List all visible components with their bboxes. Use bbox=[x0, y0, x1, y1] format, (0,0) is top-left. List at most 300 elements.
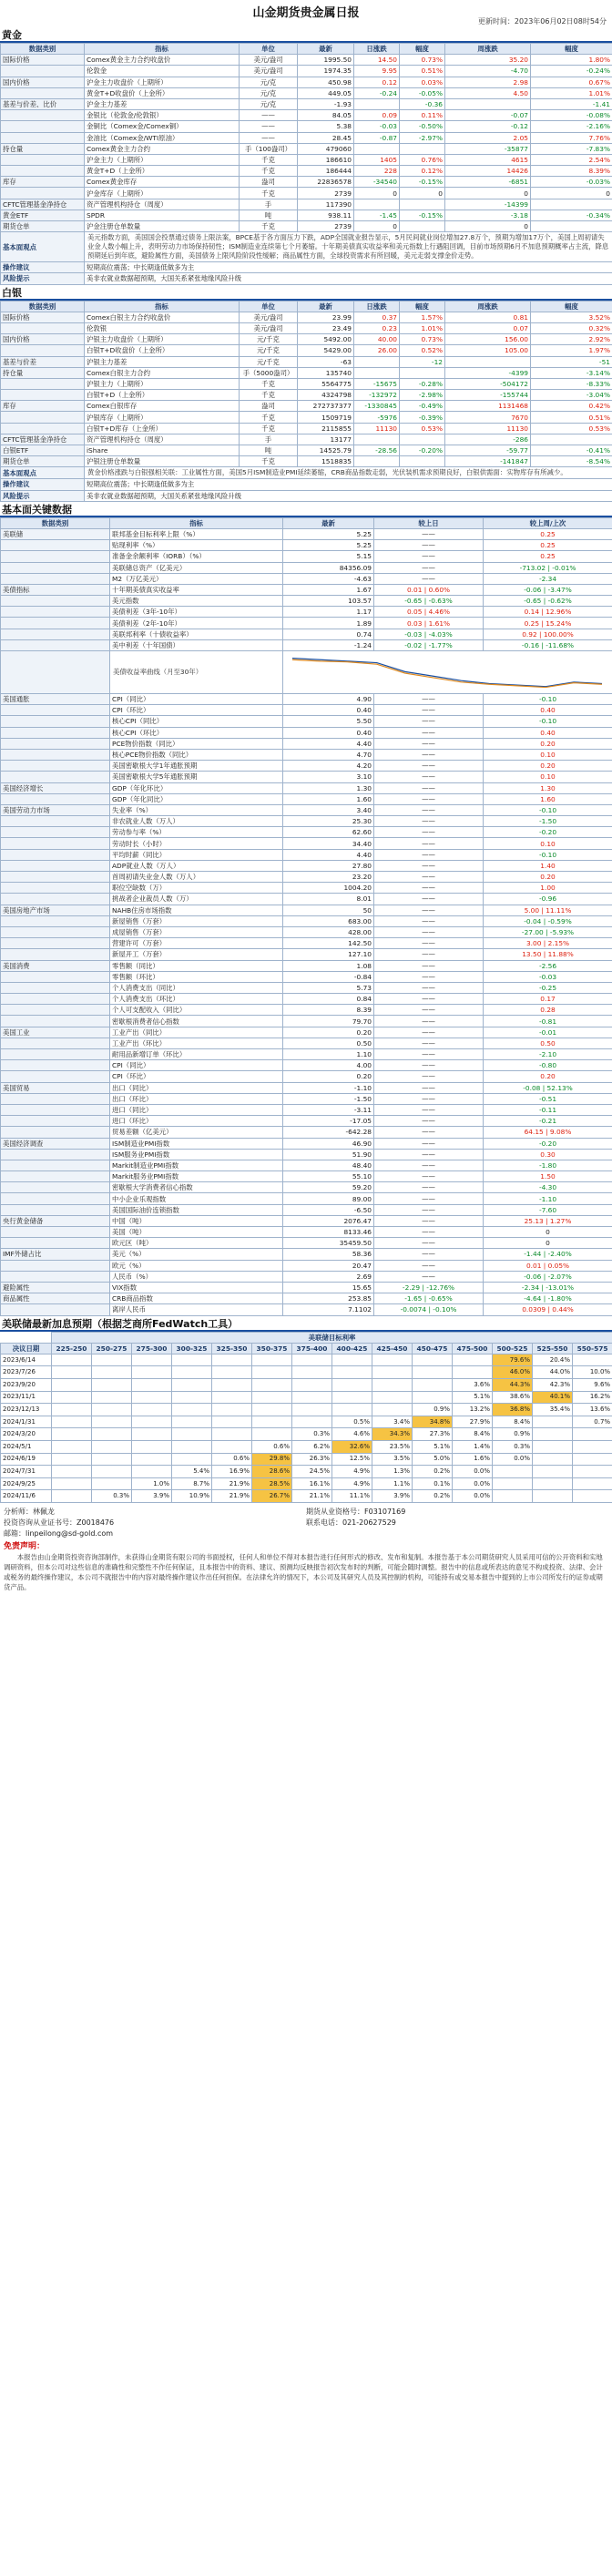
probability-cell bbox=[52, 1490, 92, 1503]
row-category: 国内价格 bbox=[1, 77, 85, 87]
cell: 美国密歇根大学5年通胀预期 bbox=[110, 772, 283, 782]
probability-cell: 3.9% bbox=[132, 1490, 172, 1503]
cell: -0.34% bbox=[531, 210, 612, 220]
cell: 0.40 bbox=[283, 705, 374, 716]
analyst: 分析师：林佩龙 bbox=[4, 1508, 55, 1516]
probability-cell bbox=[332, 1354, 372, 1366]
cell: —— bbox=[374, 782, 484, 793]
cell: 1.01% bbox=[531, 87, 612, 98]
cell: —— bbox=[374, 772, 484, 782]
table-row bbox=[1, 971, 612, 982]
cell: -0.08 | 52.13% bbox=[484, 1082, 612, 1093]
cell: -2.10 bbox=[484, 1049, 612, 1060]
cell: -504172 bbox=[445, 378, 531, 389]
table-row bbox=[1, 1441, 612, 1454]
probability-cell bbox=[212, 1379, 252, 1392]
cell: 2115855 bbox=[298, 423, 354, 434]
cell: CPI（环比） bbox=[110, 1071, 283, 1082]
cell: 失业率（%） bbox=[110, 804, 283, 815]
probability-cell: 13.6% bbox=[573, 1404, 612, 1416]
report-header bbox=[0, 0, 612, 27]
cell: —— bbox=[374, 562, 484, 573]
probability-cell: 3.4% bbox=[372, 1416, 413, 1428]
table-row bbox=[1, 1005, 612, 1016]
cell: M2（万亿美元） bbox=[110, 573, 283, 584]
cell: —— bbox=[374, 694, 484, 705]
cell: 0 bbox=[400, 188, 445, 199]
row-category bbox=[1, 1116, 110, 1127]
probability-cell: 0.7% bbox=[573, 1416, 612, 1428]
cell: 46.90 bbox=[283, 1138, 374, 1149]
row-category bbox=[1, 949, 110, 960]
update-time: 更新时间：2023年06月02日08时54分 bbox=[477, 17, 607, 26]
cell: 1.17 bbox=[283, 607, 374, 618]
cell: VIX指数 bbox=[110, 1282, 283, 1293]
cell bbox=[354, 356, 400, 367]
row-category bbox=[1, 188, 85, 199]
cell: —— bbox=[374, 1171, 484, 1182]
cell: -0.81 bbox=[484, 1016, 612, 1027]
table-row bbox=[1, 1038, 612, 1048]
cell: Comex黄金主力合约收盘价 bbox=[85, 55, 240, 66]
cell: -0.87 bbox=[354, 132, 400, 143]
cell: 1.30 bbox=[283, 782, 374, 793]
cell: 美元/盎司 bbox=[240, 312, 298, 322]
cell: 0 bbox=[445, 221, 531, 232]
probability-cell: 0.2% bbox=[413, 1490, 453, 1503]
macro-header-row bbox=[1, 517, 612, 528]
probability-cell: 46.0% bbox=[493, 1366, 533, 1379]
row-category bbox=[1, 1227, 110, 1238]
cell: Markit服务业PMI指数 bbox=[110, 1171, 283, 1182]
probability-cell: 1.0% bbox=[132, 1477, 172, 1490]
cell: 进口（环比） bbox=[110, 1116, 283, 1127]
silver-table bbox=[0, 301, 612, 502]
row-category bbox=[1, 1049, 110, 1060]
cell: 准备金余额利率（IORB）（%） bbox=[110, 551, 283, 562]
cell bbox=[400, 199, 445, 210]
cell: -1.10 bbox=[484, 1193, 612, 1204]
table-row bbox=[1, 143, 612, 154]
cell: -6.50 bbox=[283, 1204, 374, 1215]
cell: 1.10 bbox=[283, 1049, 374, 1060]
cell: —— bbox=[374, 738, 484, 749]
probability-cell: 26.7% bbox=[252, 1490, 292, 1503]
meeting-date: 2023/7/26 bbox=[1, 1366, 52, 1379]
table-row bbox=[1, 322, 612, 333]
table-row bbox=[1, 367, 612, 378]
table-row bbox=[1, 1204, 612, 1215]
row-category: 美国房地产市场 bbox=[1, 905, 110, 915]
probability-cell bbox=[573, 1490, 612, 1503]
cell: 1974.35 bbox=[298, 66, 354, 77]
cell: 欧元区（吨） bbox=[110, 1238, 283, 1249]
table-row bbox=[1, 312, 612, 322]
cell: 4.00 bbox=[283, 1060, 374, 1071]
cell: 428.00 bbox=[283, 926, 374, 937]
cell: Comex黄金库存 bbox=[85, 177, 240, 188]
cell: 14525.79 bbox=[298, 445, 354, 456]
cell: —— bbox=[374, 793, 484, 804]
cell: -0.03% bbox=[531, 177, 612, 188]
cell: 4324798 bbox=[298, 390, 354, 401]
cell: 0.01 | 0.60% bbox=[374, 584, 484, 595]
probability-cell bbox=[573, 1354, 612, 1366]
cell: 0.25 bbox=[484, 551, 612, 562]
meeting-date: 2024/7/31 bbox=[1, 1466, 52, 1478]
fed-sub-row bbox=[1, 1332, 612, 1343]
cell bbox=[400, 434, 445, 445]
table-row bbox=[1, 1127, 612, 1138]
row-category: 美联储 bbox=[1, 528, 110, 539]
probability-cell bbox=[52, 1354, 92, 1366]
cell: 35.20 bbox=[445, 55, 531, 66]
cell: -1.65 | -0.65% bbox=[374, 1293, 484, 1304]
probability-cell: 9.6% bbox=[573, 1379, 612, 1392]
table-row bbox=[1, 456, 612, 467]
cell: -0.03 bbox=[484, 971, 612, 982]
row-category: 美国贸易 bbox=[1, 1082, 110, 1093]
cell: -2.97% bbox=[400, 132, 445, 143]
cell: 出口（环比） bbox=[110, 1093, 283, 1104]
disclaimer-title: 免责声明： bbox=[4, 1542, 46, 1551]
gold-col-4: 日涨跌 bbox=[354, 44, 400, 55]
cell: -59.77 bbox=[445, 445, 531, 456]
row-category bbox=[1, 772, 110, 782]
row-category bbox=[1, 749, 110, 760]
cell: 非农就业人数（万人） bbox=[110, 816, 283, 827]
probability-cell: 0.9% bbox=[413, 1404, 453, 1416]
cell: GDP（年化同比） bbox=[110, 793, 283, 804]
cell: 元/千克 bbox=[240, 334, 298, 345]
table-row bbox=[1, 827, 612, 838]
probability-cell bbox=[92, 1366, 132, 1379]
probability-cell: 4.6% bbox=[332, 1428, 372, 1441]
probability-cell: 24.5% bbox=[292, 1466, 332, 1478]
cell: 0.09 bbox=[354, 110, 400, 121]
cell: 14.50 bbox=[354, 55, 400, 66]
cell: -4.30 bbox=[484, 1182, 612, 1193]
probability-cell: 10.9% bbox=[172, 1490, 212, 1503]
row-category: 持仓量 bbox=[1, 367, 85, 378]
cell: CPI（环比） bbox=[110, 705, 283, 716]
probability-cell: 0.0% bbox=[453, 1477, 493, 1490]
cell: -1.44 | -2.40% bbox=[484, 1249, 612, 1260]
table-row bbox=[1, 55, 612, 66]
row-category bbox=[1, 1071, 110, 1082]
gold-col-3: 最新 bbox=[298, 44, 354, 55]
cell: -0.20% bbox=[400, 445, 445, 456]
yield-curve-row bbox=[1, 651, 612, 694]
cell: —— bbox=[374, 1138, 484, 1149]
cell: 0.74 bbox=[283, 629, 374, 639]
cell: 1.80% bbox=[531, 55, 612, 66]
cell: 美元/盎司 bbox=[240, 322, 298, 333]
cell: 核心CPI（环比） bbox=[110, 727, 283, 738]
cell bbox=[354, 367, 400, 378]
meeting-date: 2024/3/20 bbox=[1, 1428, 52, 1441]
row-category: CFTC管理基金净持仓 bbox=[1, 434, 85, 445]
cell: 沪金注册仓单数量 bbox=[85, 221, 240, 232]
cell: 79.70 bbox=[283, 1016, 374, 1027]
cell: 4.70 bbox=[283, 749, 374, 760]
cell: -2.56 bbox=[484, 960, 612, 971]
cell: 142.50 bbox=[283, 938, 374, 949]
cell: 3.40 bbox=[283, 804, 374, 815]
cell: —— bbox=[374, 1071, 484, 1082]
cell: -0.24% bbox=[531, 66, 612, 77]
row-category bbox=[1, 1038, 110, 1048]
gold-col-6: 周涨跌 bbox=[445, 44, 531, 55]
macro-col-0: 数据类别 bbox=[1, 517, 110, 528]
row-category bbox=[1, 629, 110, 639]
cell: -0.08% bbox=[531, 110, 612, 121]
cell: 62.60 bbox=[283, 827, 374, 838]
gold-col-7: 幅度 bbox=[531, 44, 612, 55]
probability-cell bbox=[252, 1391, 292, 1404]
cell: 美国（吨） bbox=[110, 1227, 283, 1238]
cell: 1.67 bbox=[283, 584, 374, 595]
cell: —— bbox=[374, 816, 484, 827]
meeting-date: 2024/1/31 bbox=[1, 1416, 52, 1428]
probability-cell bbox=[92, 1466, 132, 1478]
cell: 进口（同比） bbox=[110, 1104, 283, 1115]
cell: 盎司 bbox=[240, 177, 298, 188]
fedwatch-table bbox=[0, 1332, 612, 1504]
cell: 1518835 bbox=[298, 456, 354, 467]
cell: -1.93 bbox=[298, 98, 354, 109]
fed-sub-label: 美联储目标利率 bbox=[52, 1332, 612, 1343]
probability-cell: 0.6% bbox=[252, 1441, 292, 1454]
row-category bbox=[1, 1127, 110, 1138]
cell: 0.11% bbox=[400, 110, 445, 121]
cell: 22836578 bbox=[298, 177, 354, 188]
probability-cell: 16.9% bbox=[212, 1466, 252, 1478]
cell: —— bbox=[374, 971, 484, 982]
probability-cell bbox=[52, 1391, 92, 1404]
macro-section-title: 基本面关键数据 bbox=[0, 502, 612, 517]
probability-cell bbox=[132, 1453, 172, 1466]
table-row bbox=[1, 960, 612, 971]
probability-cell bbox=[252, 1379, 292, 1392]
cell: 2.05 bbox=[445, 132, 531, 143]
probability-cell bbox=[132, 1441, 172, 1454]
row-category bbox=[1, 994, 110, 1005]
cell: 0.14 | 12.96% bbox=[484, 607, 612, 618]
probability-cell: 21.1% bbox=[292, 1490, 332, 1503]
cell: 美国密歇根大学1年通胀预期 bbox=[110, 761, 283, 772]
cell: 0.01 | 0.05% bbox=[484, 1260, 612, 1271]
meeting-date: 2024/6/19 bbox=[1, 1453, 52, 1466]
probability-cell bbox=[132, 1354, 172, 1366]
row-category bbox=[1, 562, 110, 573]
gold-col-0: 数据类别 bbox=[1, 44, 85, 55]
risk-label: 风险提示 bbox=[1, 490, 85, 501]
table-row bbox=[1, 1171, 612, 1182]
cell: 0.30 bbox=[484, 1149, 612, 1160]
cell: 沪银主力（上期所） bbox=[85, 378, 240, 389]
cell: 沪金库存（上期所） bbox=[85, 188, 240, 199]
meeting-date: 2023/12/13 bbox=[1, 1404, 52, 1416]
probability-cell: 1.1% bbox=[372, 1477, 413, 1490]
cell: 2076.47 bbox=[283, 1215, 374, 1226]
cell: 美中利差（十年国债） bbox=[110, 639, 283, 650]
probability-cell: 0.3% bbox=[493, 1441, 533, 1454]
cell: 2.69 bbox=[283, 1271, 374, 1282]
table-row bbox=[1, 607, 612, 618]
row-category bbox=[1, 551, 110, 562]
row-category bbox=[1, 378, 85, 389]
macro-col-4: 较上周/上次 bbox=[484, 517, 612, 528]
cell: 密歇根消费者信心指数 bbox=[110, 1016, 283, 1027]
cell: 0.50 bbox=[283, 1038, 374, 1048]
cell: -0.10 bbox=[484, 694, 612, 705]
cell: -4.70 bbox=[445, 66, 531, 77]
cell: 1.00 bbox=[484, 883, 612, 894]
cell: -2.29 | -12.76% bbox=[374, 1282, 484, 1293]
cell: 84356.09 bbox=[283, 562, 374, 573]
macro-body bbox=[1, 528, 612, 1315]
row-category bbox=[1, 1093, 110, 1104]
cell: -4.63 bbox=[283, 573, 374, 584]
table-row bbox=[1, 540, 612, 551]
cell: 1509719 bbox=[298, 412, 354, 423]
cell: -0.10 bbox=[484, 804, 612, 815]
row-category bbox=[1, 390, 85, 401]
cell: -17.05 bbox=[283, 1116, 374, 1127]
silver-body bbox=[1, 312, 612, 467]
cell: 成屋销售（万套） bbox=[110, 926, 283, 937]
probability-cell bbox=[172, 1354, 212, 1366]
row-category bbox=[1, 1193, 110, 1204]
cell: —— bbox=[374, 949, 484, 960]
cell: 5.50 bbox=[283, 716, 374, 727]
cell: 0.20 bbox=[283, 1071, 374, 1082]
cell bbox=[445, 98, 531, 109]
row-category: 美国经济增长 bbox=[1, 782, 110, 793]
cell: 千克 bbox=[240, 412, 298, 423]
footer-row-2 bbox=[4, 1518, 608, 1528]
cell: 离岸人民币 bbox=[110, 1304, 283, 1315]
probability-cell: 34.8% bbox=[413, 1416, 453, 1428]
cell: 千克 bbox=[240, 166, 298, 177]
cell: 2739 bbox=[298, 188, 354, 199]
cell: 0.12 bbox=[354, 77, 400, 87]
cell: 0.92 | 100.00% bbox=[484, 629, 612, 639]
cell: 2.54% bbox=[531, 154, 612, 165]
cell: —— bbox=[374, 573, 484, 584]
table-row bbox=[1, 1453, 612, 1466]
silver-col-6: 周涨跌 bbox=[445, 301, 531, 312]
row-category bbox=[1, 1005, 110, 1016]
row-category: 美国劳动力市场 bbox=[1, 804, 110, 815]
cell: 千克 bbox=[240, 221, 298, 232]
probability-cell bbox=[292, 1366, 332, 1379]
probability-cell bbox=[292, 1404, 332, 1416]
probability-cell bbox=[493, 1490, 533, 1503]
cell: -7.60 bbox=[484, 1204, 612, 1215]
probability-cell bbox=[533, 1441, 573, 1454]
table-row bbox=[1, 1193, 612, 1204]
probability-cell: 21.9% bbox=[212, 1490, 252, 1503]
cell: —— bbox=[374, 905, 484, 915]
cell: 核心PCE物价指数（同比） bbox=[110, 749, 283, 760]
row-category bbox=[1, 423, 85, 434]
row-category: 商品属性 bbox=[1, 1293, 110, 1304]
table-row bbox=[1, 412, 612, 423]
cell: 密歇根大学消费者信心指数 bbox=[110, 1182, 283, 1193]
cell: -63 bbox=[298, 356, 354, 367]
cell: 15.65 bbox=[283, 1282, 374, 1293]
probability-cell: 0.5% bbox=[332, 1416, 372, 1428]
probability-cell bbox=[453, 1366, 493, 1379]
cell: 0.37 bbox=[354, 312, 400, 322]
silver-col-7: 幅度 bbox=[531, 301, 612, 312]
cell: -0.11 bbox=[484, 1104, 612, 1115]
cell: -28.56 bbox=[354, 445, 400, 456]
cell: —— bbox=[374, 551, 484, 562]
table-row bbox=[1, 926, 612, 937]
cell: -0.20 bbox=[484, 1138, 612, 1149]
cell: 7.1102 bbox=[283, 1304, 374, 1315]
cell: CPI（同比） bbox=[110, 694, 283, 705]
cell: 元/千克 bbox=[240, 356, 298, 367]
cell: 449.05 bbox=[298, 87, 354, 98]
probability-cell: 0.0% bbox=[453, 1466, 493, 1478]
probability-cell bbox=[292, 1354, 332, 1366]
cell: —— bbox=[374, 540, 484, 551]
probability-cell: 27.3% bbox=[413, 1428, 453, 1441]
cell: -1.41 bbox=[531, 98, 612, 109]
cell: -5976 bbox=[354, 412, 400, 423]
probability-cell: 23.5% bbox=[372, 1441, 413, 1454]
row-category: CFTC管理基金净持仓 bbox=[1, 199, 85, 210]
row-category bbox=[1, 849, 110, 860]
cell: 450.98 bbox=[298, 77, 354, 87]
cell bbox=[354, 98, 400, 109]
cell: 千克 bbox=[240, 456, 298, 467]
cell: —— bbox=[374, 1104, 484, 1115]
cell: -3.04% bbox=[531, 390, 612, 401]
row-category bbox=[1, 1160, 110, 1170]
email[interactable]: 邮箱：linpeilong@sd-gold.com bbox=[4, 1529, 114, 1538]
cell: 沪银库存（上期所） bbox=[85, 412, 240, 423]
cell: -1.50 bbox=[484, 816, 612, 827]
table-row bbox=[1, 434, 612, 445]
probability-cell: 3.6% bbox=[453, 1379, 493, 1392]
cell: 20.47 bbox=[283, 1260, 374, 1271]
cell: 1.01% bbox=[400, 322, 445, 333]
cell: 核心CPI（同比） bbox=[110, 716, 283, 727]
cell bbox=[354, 143, 400, 154]
cell: 1995.50 bbox=[298, 55, 354, 66]
row-category: 美国工业 bbox=[1, 1027, 110, 1038]
fed-col-0: 决议日期 bbox=[1, 1343, 52, 1354]
probability-cell: 16.1% bbox=[292, 1477, 332, 1490]
table-row bbox=[1, 849, 612, 860]
cell: 0.25 bbox=[484, 540, 612, 551]
gold-section-title: 黄金 bbox=[0, 27, 612, 43]
row-category bbox=[1, 1260, 110, 1271]
silver-col-0: 数据类别 bbox=[1, 301, 85, 312]
row-category bbox=[1, 166, 85, 177]
cell: 沪银主力收盘价（上期所） bbox=[85, 334, 240, 345]
cell: —— bbox=[374, 1082, 484, 1093]
cell: -141847 bbox=[445, 456, 531, 467]
silver-strategy-row bbox=[1, 479, 612, 490]
cell: -4.64 | -1.80% bbox=[484, 1293, 612, 1304]
gold-fundamentals-row bbox=[1, 232, 612, 262]
